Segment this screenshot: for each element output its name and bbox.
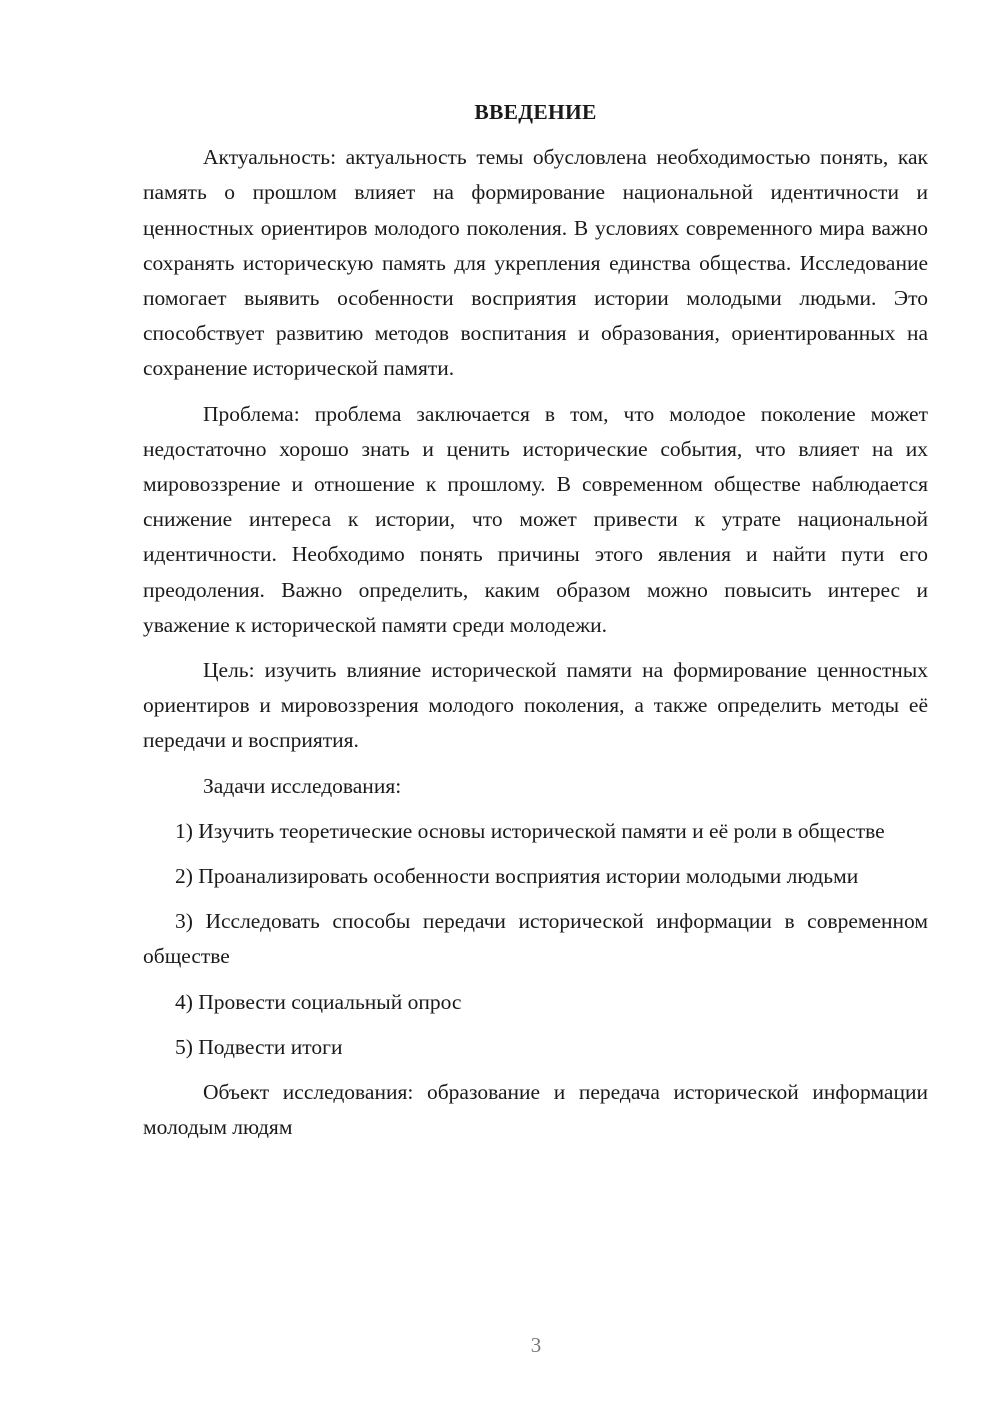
task-item: 1) Изучить теоретические основы исторической памяти и её роли в обществе	[175, 818, 885, 843]
problem-paragraph: Проблема: проблема заключается в том, что молодое поколение может недостаточно хорошо знать и ценить исторические события, что влияет на их мировоззрение и отношение к прошлому. В современном обществе наблюдается снижение интереса к истории, что может привести к утрате национальной идентичности. Необходимо понять причины этого явления и найти пути его преодоления. Важно определить, каким образом можно повысить интерес и уважение к исторической памяти среди молодежи.	[143, 401, 928, 637]
object-paragraph: Объект исследования: образование и передача исторической информации молодым людям	[143, 1080, 928, 1140]
task-item: 4) Провести социальный опрос	[175, 989, 462, 1014]
tasks-heading: Задачи исследования:	[203, 773, 402, 798]
relevance-paragraph: Актуальность: актуальность темы обусловлена необходимостью понять, как память о прошлом влияет на формирование национальной идентичности и ценностных ориентиров молодого поколения. В условиях современного мира важно сохранять историческую память для укрепления единства общества. Исследование помогает выявить особенности восприятия истории молодыми людьми. Это способствует развитию методов воспитания и образования, ориентированных на сохранение исторической памяти.	[143, 145, 928, 381]
task-item: 3) Исследовать способы передачи исторической информации в современном обществе	[143, 909, 928, 969]
page-title: ВВЕДЕНИЕ	[474, 100, 597, 124]
goal-paragraph: Цель: изучить влияние исторической памяти на формирование ценностных ориентиров и мировоззрения молодого поколения, а также определить методы её передачи и восприятия.	[143, 658, 928, 753]
page-content	[143, 95, 928, 1155]
task-item: 5) Подвести итоги	[175, 1034, 343, 1059]
task-item: 2) Проанализировать особенности восприятия истории молодыми людьми	[175, 864, 859, 889]
page-number: 3	[530, 1333, 542, 1357]
